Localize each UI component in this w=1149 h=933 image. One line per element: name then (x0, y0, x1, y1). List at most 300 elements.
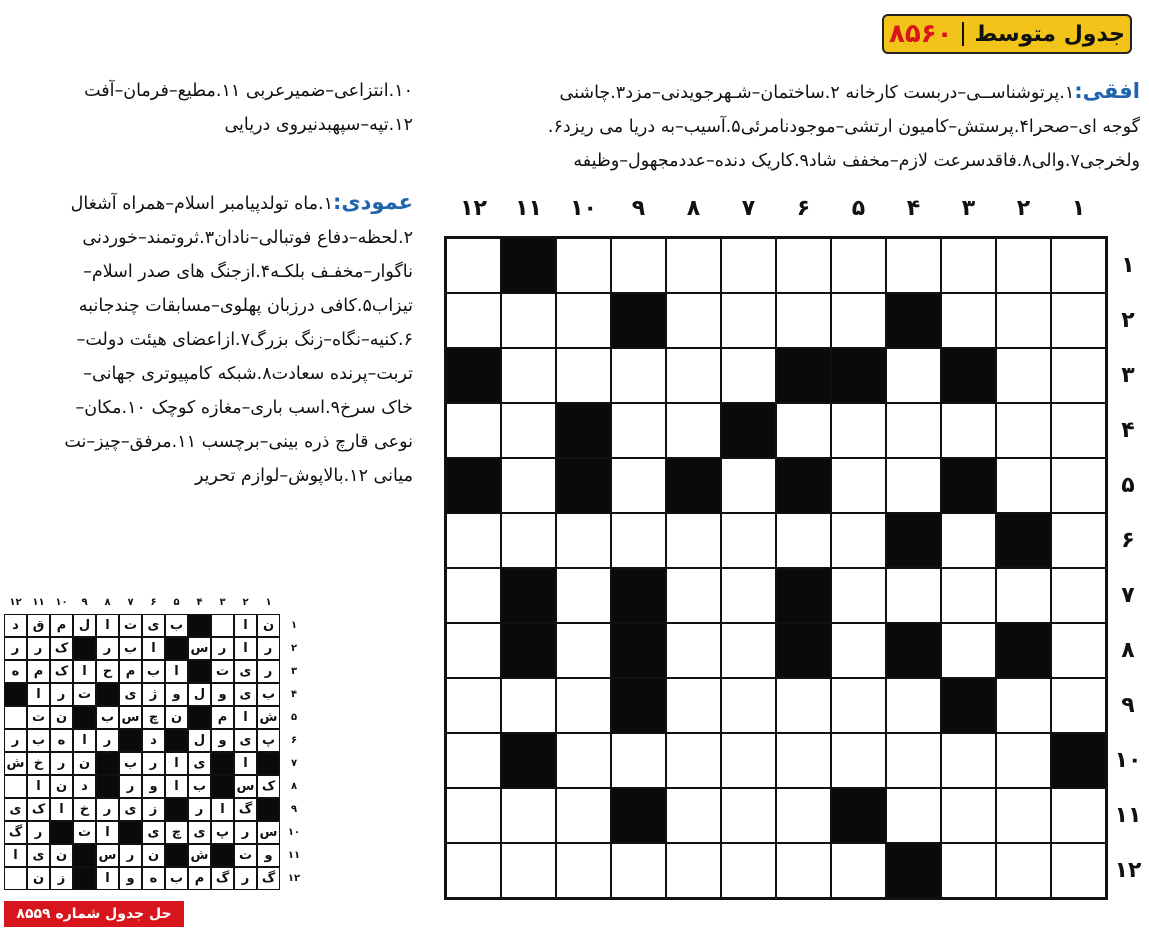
solution-letter-cell: ن (50, 844, 73, 867)
grid-cell[interactable] (831, 678, 886, 733)
solution-black-cell (257, 752, 280, 775)
solution-letter-cell: ر (27, 637, 50, 660)
grid-cell[interactable] (996, 788, 1051, 843)
solution-row-number: ۴ (290, 689, 298, 700)
grid-cell[interactable] (501, 458, 556, 513)
solution-letter-cell: ب (119, 637, 142, 660)
solution-letter-cell: ر (234, 821, 257, 844)
black-cell (941, 678, 996, 733)
grid-cell[interactable] (996, 678, 1051, 733)
black-cell (611, 623, 666, 678)
grid-cell[interactable] (611, 458, 666, 513)
solution-letter-cell: ش (257, 706, 280, 729)
black-cell (611, 678, 666, 733)
black-cell (611, 788, 666, 843)
solution-letter-cell: ش (188, 844, 211, 867)
grid-cell[interactable] (776, 293, 831, 348)
grid-cell[interactable] (941, 513, 996, 568)
grid-cell[interactable] (776, 403, 831, 458)
grid-cell[interactable] (831, 568, 886, 623)
solution-column-number: ۲ (242, 597, 249, 608)
column-number: ۷ (741, 196, 756, 221)
grid-cell[interactable] (611, 513, 666, 568)
grid-cell[interactable] (941, 843, 996, 898)
grid-cell[interactable] (1051, 623, 1106, 678)
solution-black-cell (165, 637, 188, 660)
grid-cell[interactable] (556, 238, 611, 293)
grid-cell[interactable] (996, 403, 1051, 458)
grid-cell[interactable] (721, 348, 776, 403)
solution-letter-cell: ا (4, 844, 27, 867)
solution-row-numbers (284, 614, 304, 890)
black-cell (831, 348, 886, 403)
across-clues (548, 74, 1140, 178)
solution-row-number: ۱۲ (287, 873, 301, 884)
grid-cell[interactable] (886, 678, 941, 733)
solution-row-number: ۱ (290, 620, 298, 631)
grid-cell[interactable] (886, 788, 941, 843)
black-cell (996, 623, 1051, 678)
grid-cell[interactable] (721, 733, 776, 788)
solution-black-cell (96, 775, 119, 798)
solution-column-number: ۷ (127, 597, 134, 608)
solution-letter-cell: ل (188, 729, 211, 752)
solution-letter-cell: ا (27, 683, 50, 706)
solution-letter-cell: و (119, 867, 142, 890)
solution-letter-cell: ت (234, 844, 257, 867)
solution-letter-cell: ش (4, 752, 27, 775)
across-line-3: ولخرجی۷.والی۸.فاقدسرعت لازم–مخفف شاد۹.کاریک دنده–عددمجهول–وظیفه (573, 151, 1140, 171)
row-number: ۱۱ (1114, 803, 1142, 828)
solution-black-cell (188, 660, 211, 683)
grid-cell[interactable] (446, 788, 501, 843)
grid-cell[interactable] (501, 678, 556, 733)
grid-cell[interactable] (1051, 293, 1106, 348)
column-number: ۲ (1016, 196, 1031, 221)
solution-letter-cell: ت (27, 706, 50, 729)
grid-cell[interactable] (501, 513, 556, 568)
solution-letter-cell: و (142, 775, 165, 798)
column-number: ۴ (906, 196, 921, 221)
solution-letter-cell: ر (188, 798, 211, 821)
black-cell (666, 458, 721, 513)
solution-letter-cell: ت (119, 614, 142, 637)
solution-letter-cell: ا (211, 798, 234, 821)
grid-cell[interactable] (721, 458, 776, 513)
solution-letter-cell: ی (234, 683, 257, 706)
solution-row-number: ۶ (290, 735, 298, 746)
grid-cell[interactable] (886, 238, 941, 293)
black-cell (831, 788, 886, 843)
grid-cell[interactable] (941, 568, 996, 623)
black-cell (996, 513, 1051, 568)
grid-cell[interactable] (721, 293, 776, 348)
solution-letter-cell: ت (211, 660, 234, 683)
solution-letter-cell: ک (27, 798, 50, 821)
across-line-2: گوجه ای–صحرا۴.پرستش–کامیون ارتشی–موجودنامرئی۵.آسیب–به دریا می ریزد۶. (547, 117, 1140, 137)
solution-letter-cell: ک (257, 775, 280, 798)
grid-cell[interactable] (556, 788, 611, 843)
black-cell (556, 458, 611, 513)
solution-letter-cell: ا (142, 637, 165, 660)
solution-black-cell (96, 752, 119, 775)
solution-letter-cell: ب (96, 706, 119, 729)
down-text-1: ۱.ماه تولدپیامبر اسلام–همراه آشغال (70, 194, 333, 214)
grid-cell[interactable] (666, 238, 721, 293)
solution-letter-cell: ر (4, 729, 27, 752)
grid-cell[interactable] (996, 238, 1051, 293)
grid-cell[interactable] (721, 788, 776, 843)
solution-letter-cell: ا (50, 798, 73, 821)
column-number: ۱۲ (460, 196, 487, 221)
solution-letter-cell: ر (142, 752, 165, 775)
grid-cell[interactable] (996, 568, 1051, 623)
solution-column-number: ۸ (104, 597, 111, 608)
solution-letter-cell (4, 706, 27, 729)
puzzle-title-badge (882, 14, 1132, 54)
grid-cell[interactable] (1051, 238, 1106, 293)
solution-letter-cell: ن (257, 614, 280, 637)
across-text-1: ۱.پرتوشناســی–دربست کارخانه ۲.ساختمان–شـهرجویدنی–مزد۳.چاشنی (559, 83, 1075, 103)
grid-cell[interactable] (446, 843, 501, 898)
solution-letter-cell: ز (142, 798, 165, 821)
grid-cell[interactable] (446, 513, 501, 568)
black-cell (446, 458, 501, 513)
black-cell (446, 348, 501, 403)
down-line-2: ۲.لحظه–دفاع فوتبالی–نادان۳.ثروتمند–خوردنی (82, 228, 413, 248)
grid-cell[interactable] (996, 733, 1051, 788)
down-line-5: ۶.کنیه–نگاه–زنگ بزرگ۷.ازاعضای هیئت دولت– (76, 330, 413, 350)
solution-letter-cell: ا (96, 614, 119, 637)
down-line-4: تیزاب۵.کافی درزبان پهلوی–مسابقات چندجانبه (78, 296, 413, 316)
black-cell (1051, 733, 1106, 788)
solution-letter-cell: چ (165, 821, 188, 844)
grid-cell[interactable] (501, 788, 556, 843)
grid-cell[interactable] (1051, 568, 1106, 623)
grid-cell[interactable] (776, 513, 831, 568)
grid-cell[interactable] (611, 403, 666, 458)
grid-cell[interactable] (886, 458, 941, 513)
black-cell (501, 238, 556, 293)
grid-cell[interactable] (886, 733, 941, 788)
grid-cell[interactable] (556, 348, 611, 403)
grid-cell[interactable] (996, 458, 1051, 513)
solution-black-cell (73, 637, 96, 660)
black-cell (611, 568, 666, 623)
grid-cell[interactable] (721, 568, 776, 623)
solution-letter-cell: گ (4, 821, 27, 844)
solution-black-cell (73, 867, 96, 890)
solution-letter-cell: س (234, 775, 257, 798)
solution-letter-cell: ح (96, 660, 119, 683)
grid-cell[interactable] (666, 293, 721, 348)
grid-cell[interactable] (941, 403, 996, 458)
black-cell (776, 348, 831, 403)
solution-letter-cell: ا (234, 752, 257, 775)
grid-cell[interactable] (886, 568, 941, 623)
grid-cell[interactable] (556, 623, 611, 678)
black-cell (501, 623, 556, 678)
solution-letter-cell: م (188, 867, 211, 890)
row-number: ۸ (1121, 638, 1135, 663)
solution-letter-cell: ر (96, 637, 119, 660)
grid-cell[interactable] (831, 238, 886, 293)
down-line-6: تربت–پرنده سعادت۸.شبکه کامپیوتری جهانی– (83, 364, 413, 384)
down-heading: عمودی: (332, 190, 413, 214)
solution-column-numbers (4, 597, 280, 611)
solution-letter-cell: ر (119, 775, 142, 798)
grid-cell[interactable] (666, 843, 721, 898)
black-cell (941, 458, 996, 513)
black-cell (501, 733, 556, 788)
solution-letter-cell: چ (142, 706, 165, 729)
down-line-8: نوعی قارچ ذره بینی–برچسب ۱۱.مرفق–چیز–نت (64, 432, 413, 452)
solution-letter-cell: ل (73, 614, 96, 637)
across-heading: افقی: (1074, 79, 1140, 103)
solution-letter-cell: س (188, 637, 211, 660)
grid-cell[interactable] (446, 568, 501, 623)
grid-cell[interactable] (446, 733, 501, 788)
row-number: ۳ (1121, 363, 1135, 388)
puzzle-number: ۸۵۶۰ (888, 19, 953, 49)
grid-cell[interactable] (666, 733, 721, 788)
solution-letter-cell: ن (50, 775, 73, 798)
grid-cell[interactable] (1051, 843, 1106, 898)
solution-black-cell (257, 798, 280, 821)
solution-black-cell (165, 729, 188, 752)
solution-letter-cell: ژ (142, 683, 165, 706)
grid-cell[interactable] (556, 568, 611, 623)
black-cell (886, 293, 941, 348)
solution-letter-cell: ر (27, 821, 50, 844)
grid-cell[interactable] (501, 348, 556, 403)
solution-letter-cell: ا (165, 752, 188, 775)
grid-cell[interactable] (831, 623, 886, 678)
solution-letter-cell: ن (142, 844, 165, 867)
solution-letter-cell: ب (119, 752, 142, 775)
down-line-1 (64, 185, 413, 221)
grid-cell[interactable] (886, 403, 941, 458)
black-cell (611, 293, 666, 348)
column-number: ۳ (961, 196, 976, 221)
grid-cell[interactable] (1051, 513, 1106, 568)
solution-letter-cell: س (257, 821, 280, 844)
solution-letter-cell: ک (50, 637, 73, 660)
solution-letter-cell: ب (165, 867, 188, 890)
grid-cell[interactable] (776, 788, 831, 843)
grid-cell[interactable] (446, 293, 501, 348)
row-number: ۱۰ (1114, 748, 1142, 773)
solution-black-cell (119, 821, 142, 844)
solution-letter-cell: ر (96, 729, 119, 752)
grid-cell[interactable] (831, 843, 886, 898)
solution-letter-cell: ا (27, 775, 50, 798)
solution-black-cell (73, 706, 96, 729)
solution-letter-cell: ا (165, 660, 188, 683)
solution-letter-cell: ب (27, 729, 50, 752)
grid-cell[interactable] (556, 678, 611, 733)
black-cell (776, 568, 831, 623)
solution-letter-cell: ا (96, 867, 119, 890)
solution-letter-cell: ا (165, 775, 188, 798)
down-clues (64, 185, 413, 493)
solution-letter-cell: پ (257, 729, 280, 752)
grid-cell[interactable] (941, 788, 996, 843)
solution-letter-cell: ا (234, 614, 257, 637)
solution-letter-cell: م (27, 660, 50, 683)
solution-black-cell (211, 775, 234, 798)
grid-cell[interactable] (501, 293, 556, 348)
grid-cell[interactable] (776, 733, 831, 788)
grid-cell[interactable] (666, 623, 721, 678)
solution-row-number: ۹ (290, 804, 298, 815)
solution-black-cell (188, 614, 211, 637)
grid-cell[interactable] (666, 513, 721, 568)
solution-letter-cell: د (73, 775, 96, 798)
grid-cell[interactable] (941, 623, 996, 678)
column-number: ۸ (686, 196, 701, 221)
solution-letter-cell: ن (73, 752, 96, 775)
grid-cell[interactable] (776, 238, 831, 293)
solution-grid (4, 614, 280, 890)
solution-letter-cell: ر (257, 637, 280, 660)
grid-cell[interactable] (1051, 788, 1106, 843)
across-cont-line-2: ۱۲.تپه–سپهبدنیروی دریایی (224, 115, 413, 135)
solution-column-number: ۱۱ (32, 597, 45, 608)
solution-column-number: ۱ (265, 597, 272, 608)
solution-column-number: ۴ (196, 597, 203, 608)
grid-cell[interactable] (996, 348, 1051, 403)
solution-letter-cell (4, 775, 27, 798)
row-number: ۵ (1121, 473, 1135, 498)
solution-column-number: ۹ (81, 597, 88, 608)
grid-cell[interactable] (721, 513, 776, 568)
solution-letter-cell: ز (50, 867, 73, 890)
grid-cell[interactable] (996, 293, 1051, 348)
grid-cell[interactable] (831, 403, 886, 458)
grid-cell[interactable] (446, 678, 501, 733)
grid-cell[interactable] (1051, 678, 1106, 733)
grid-cell[interactable] (666, 678, 721, 733)
grid-cell[interactable] (556, 733, 611, 788)
grid-cell[interactable] (941, 238, 996, 293)
grid-cell[interactable] (446, 623, 501, 678)
solution-column-number: ۶ (150, 597, 157, 608)
solution-letter-cell: ی (142, 614, 165, 637)
solution-letter-cell: ی (234, 660, 257, 683)
grid-cell[interactable] (776, 678, 831, 733)
solution-letter-cell: ا (73, 729, 96, 752)
grid-cell[interactable] (831, 513, 886, 568)
grid-cell[interactable] (556, 293, 611, 348)
black-cell (556, 403, 611, 458)
solution-row-number: ۸ (290, 781, 298, 792)
grid-cell[interactable] (996, 843, 1051, 898)
grid-cell[interactable] (446, 403, 501, 458)
solution-black-cell (211, 844, 234, 867)
solution-column-number: ۱۰ (55, 597, 68, 608)
grid-cell[interactable] (831, 293, 886, 348)
solution-column-number: ۱۲ (9, 597, 22, 608)
grid-cell[interactable] (501, 403, 556, 458)
row-number: ۱۲ (1114, 858, 1142, 883)
grid-cell[interactable] (666, 403, 721, 458)
solution-letter-cell: س (96, 844, 119, 867)
solution-letter-cell: ن (50, 706, 73, 729)
grid-cell[interactable] (721, 623, 776, 678)
grid-cell[interactable] (941, 733, 996, 788)
solution-black-cell (165, 844, 188, 867)
solution-letter-cell: م (211, 706, 234, 729)
solution-black-cell (96, 683, 119, 706)
grid-cell[interactable] (556, 843, 611, 898)
grid-cell[interactable] (666, 568, 721, 623)
solution-letter-cell: ر (257, 660, 280, 683)
row-number: ۶ (1121, 528, 1135, 553)
black-cell (721, 403, 776, 458)
row-number: ۹ (1121, 693, 1135, 718)
grid-cell[interactable] (446, 238, 501, 293)
grid-cell[interactable] (721, 238, 776, 293)
solution-row-number: ۱۱ (287, 850, 301, 861)
solution-letter-cell: ه (4, 660, 27, 683)
grid-cell[interactable] (611, 733, 666, 788)
black-cell (776, 623, 831, 678)
grid-cell[interactable] (611, 843, 666, 898)
row-number: ۴ (1121, 418, 1135, 443)
solution-letter-cell: ر (4, 637, 27, 660)
puzzle-column-numbers (446, 196, 1106, 226)
black-cell (776, 458, 831, 513)
solution-letter-cell: پ (211, 821, 234, 844)
solution-letter-cell: و (211, 729, 234, 752)
solution-letter-cell: ر (234, 867, 257, 890)
grid-cell[interactable] (1051, 458, 1106, 513)
row-number: ۱ (1121, 253, 1135, 278)
grid-cell[interactable] (556, 513, 611, 568)
column-number: ۱۰ (570, 196, 597, 221)
solution-column-number: ۳ (219, 597, 226, 608)
grid-cell[interactable] (611, 238, 666, 293)
grid-cell[interactable] (1051, 403, 1106, 458)
solution-letter-cell: ک (50, 660, 73, 683)
grid-cell[interactable] (776, 843, 831, 898)
grid-cell[interactable] (831, 733, 886, 788)
grid-cell[interactable] (666, 348, 721, 403)
across-cont-line-1: ۱۰.انتزاعی–ضمیرعربی ۱۱.مطیع–فرمان–آفت (84, 81, 413, 101)
solution-black-cell (188, 706, 211, 729)
solution-letter-cell: ا (234, 637, 257, 660)
grid-cell[interactable] (611, 348, 666, 403)
solution-letter-cell: ب (142, 660, 165, 683)
grid-cell[interactable] (831, 458, 886, 513)
across-clues-continued (84, 74, 413, 142)
grid-cell[interactable] (721, 678, 776, 733)
down-line-3: ناگوار–مخفـف بلکـه۴.ازجنگ های صدر اسلام– (83, 262, 413, 282)
solution-letter-cell: م (119, 660, 142, 683)
grid-cell[interactable] (941, 293, 996, 348)
grid-cell[interactable] (721, 843, 776, 898)
grid-cell[interactable] (666, 788, 721, 843)
solution-letter-cell: ه (50, 729, 73, 752)
grid-cell[interactable] (886, 348, 941, 403)
solution-letter-cell: خ (73, 798, 96, 821)
solution-letter-cell: ب (188, 775, 211, 798)
grid-cell[interactable] (501, 843, 556, 898)
solution-letter-cell: ر (96, 798, 119, 821)
grid-cell[interactable] (1051, 348, 1106, 403)
down-line-7: خاک سرخ۹.اسب باری–مغازه کوچک ۱۰.مکان– (75, 398, 413, 418)
